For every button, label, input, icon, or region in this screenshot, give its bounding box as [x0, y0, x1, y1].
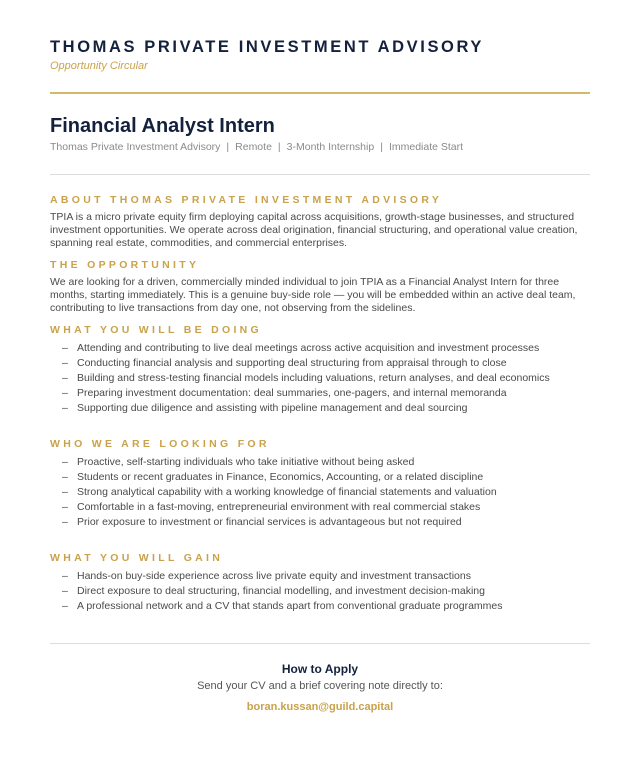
job-meta: [50, 141, 463, 153]
list-item: – Attending and contributing to live deal meetings across active acquisition and investment processes: [62, 342, 540, 354]
dash-bullet-icon: –: [62, 585, 68, 597]
looking-section: [50, 438, 590, 530]
dash-bullet-icon: –: [62, 516, 68, 528]
job-title: Financial Analyst Intern: [50, 115, 275, 137]
list-item: – Building and stress-testing financial models including valuations, return analyses, and deal economics: [62, 372, 550, 384]
header-divider: [50, 92, 590, 94]
list-item: – Direct exposure to deal structuring, financial modelling, and investment decision-making: [62, 585, 485, 597]
dash-bullet-icon: –: [62, 501, 68, 513]
meta-company: Thomas Private Investment Advisory: [50, 141, 221, 153]
dash-bullet-icon: –: [62, 486, 68, 498]
about-title: ABOUT THOMAS PRIVATE INVESTMENT ADVISORY: [50, 194, 443, 206]
dash-bullet-icon: –: [62, 342, 68, 354]
opportunity-section: [50, 259, 590, 315]
list-item: – Comfortable in a fast-moving, entrepreneurial environment with real commercial stakes: [62, 501, 481, 513]
doing-list: [50, 341, 590, 416]
meta-start: Immediate Start: [388, 141, 464, 153]
list-item: – Preparing investment documentation: deal summaries, one-pagers, and internal memoranda: [62, 387, 507, 399]
list-item: – Conducting financial analysis and supporting deal structuring from appraisal through to close: [62, 357, 507, 369]
org-name: THOMAS PRIVATE INVESTMENT ADVISORY: [50, 38, 485, 56]
list-item: – A professional network and a CV that stands apart from conventional graduate programmes: [62, 600, 503, 612]
dash-bullet-icon: –: [62, 471, 68, 483]
dash-bullet-icon: –: [62, 456, 68, 468]
doing-section: [50, 324, 590, 416]
dash-bullet-icon: –: [62, 402, 68, 414]
looking-list: [50, 455, 590, 530]
list-item: – Students or recent graduates in Finance, Economics, Accounting, or a related discipline: [62, 471, 484, 483]
list-item: – Proactive, self-starting individuals who take initiative without being asked: [62, 456, 415, 468]
list-item: – Prior exposure to investment or financial services is advantageous but not required: [62, 516, 462, 528]
dash-bullet-icon: –: [62, 372, 68, 384]
dash-bullet-icon: –: [62, 387, 68, 399]
dash-bullet-icon: –: [62, 357, 68, 369]
job-content: [50, 194, 590, 614]
footer-divider: [50, 643, 590, 644]
about-text: TPIA is a micro private equity firm deploying capital across acquisitions, growth-stage businesses, and structured investment opportunities. We operate across deal origination, financial structuring, and operational value creation, spanning real estate, commodities, and commercial enterprises.: [50, 211, 578, 249]
apply-section: [50, 662, 590, 715]
gain-title: WHAT YOU WILL GAIN: [50, 552, 224, 564]
apply-email-link[interactable]: boran.kussan@guild.capital: [246, 701, 394, 713]
doing-title: WHAT YOU WILL BE DOING: [50, 324, 263, 336]
gain-list: [50, 569, 590, 614]
meta-location: Remote: [235, 141, 272, 153]
looking-title: WHO WE ARE LOOKING FOR: [50, 438, 270, 450]
section-divider: [50, 174, 590, 175]
about-section: [50, 194, 590, 250]
apply-instructions: Send your CV and a brief covering note directly to:: [197, 680, 443, 692]
gain-section: [50, 552, 590, 614]
dash-bullet-icon: –: [62, 570, 68, 582]
opportunity-title: THE OPPORTUNITY: [50, 259, 200, 271]
dash-bullet-icon: –: [62, 600, 68, 612]
meta-separator: |: [380, 141, 383, 153]
list-item: – Strong analytical capability with a working knowledge of financial statements and valuation: [62, 486, 497, 498]
circular-subtitle: Opportunity Circular: [50, 60, 148, 72]
meta-separator: |: [226, 141, 230, 153]
list-item: – Supporting due diligence and assisting with pipeline management and deal sourcing: [62, 402, 468, 414]
meta-separator: |: [277, 141, 281, 153]
apply-title: How to Apply: [281, 662, 359, 676]
opportunity-text: We are looking for a driven, commercially minded individual to join TPIA as a Financial Analyst Intern for three months, starting immediately. This is a genuine buy-side role — you will be embedded within an active deal team, contributing to live transactions from day one, not observing from the sidelines.: [50, 276, 576, 314]
list-item: – Hands-on buy-side experience across live private equity and investment transactions: [62, 570, 471, 582]
meta-duration: 3-Month Internship: [286, 141, 375, 153]
